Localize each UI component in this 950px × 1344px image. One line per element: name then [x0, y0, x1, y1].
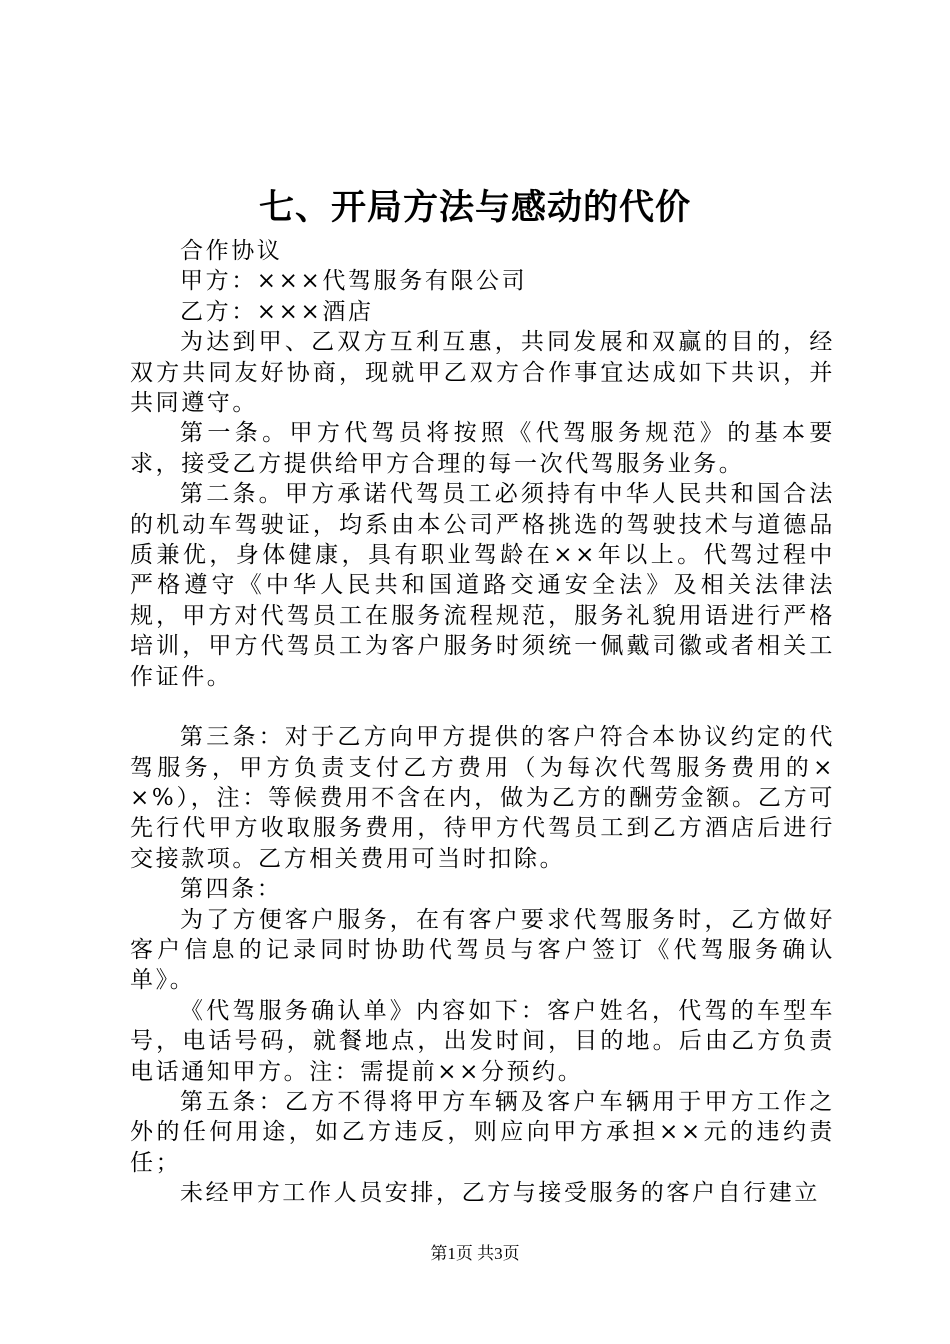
article-2-paragraph: 第二条。甲方承诺代驾员工必须持有中华人民共和国合法的机动车驾驶证，均系由本公司严格挑选的驾驶技术与道德品质兼优，身体健康，具有职业驾龄在××年以上。代驾过程中严格遵守《中华人民共和国道路交通安全法》及相关法律法规，甲方对代驾员工在服务流程规范，服务礼貌用语进行严格培训，甲方代驾员工为客户服务时须统一佩戴司徽或者相关工作证件。	[130, 481, 835, 690]
agreement-heading: 合作协议	[180, 238, 283, 264]
article-4-paragraph: 为了方便客户服务，在有客户要求代驾服务时，乙方做好客户信息的记录同时协助代驾员与客户签订《代驾服务确认单》。	[130, 906, 835, 994]
page-footer: 第1页 共3页	[430, 1244, 520, 1263]
party-b-line: 乙方：×××酒店	[180, 298, 374, 325]
article-3-paragraph: 第三条：对于乙方向甲方提供的客户符合本协议约定的代驾服务，甲方负责支付乙方费用（为每次代驾服务费用的××%），注：等候费用不含在内，做为乙方的酬劳金额。乙方可先行代甲方收取服务费用，待甲方代驾员工到乙方酒店后进行交接款项。乙方相关费用可当时扣除。	[130, 724, 835, 872]
document-body	[130, 236, 835, 1209]
confirmation-form-paragraph: 《代驾服务确认单》内容如下：客户姓名，代驾的车型车号，电话号码，就餐地点，出发时间，目的地。后由乙方负责电话通知甲方。注：需提前××分预约。	[130, 997, 835, 1085]
article-1-paragraph: 第一条。甲方代驾员将按照《代驾服务规范》的基本要求，接受乙方提供给甲方合理的每一次代驾服务业务。	[130, 420, 835, 477]
continuation-paragraph: 未经甲方工作人员安排，乙方与接受服务的客户自行建立	[180, 1180, 820, 1207]
article-4-heading: 第四条：	[180, 876, 283, 903]
article-5-paragraph: 第五条：乙方不得将甲方车辆及客户车辆用于甲方工作之外的任何用途，如乙方违反，则应向甲方承担××元的违约责任；	[130, 1088, 835, 1176]
document-title: 七、开局方法与感动的代价	[258, 188, 691, 228]
party-a-line: 甲方：×××代驾服务有限公司	[180, 268, 528, 295]
preamble-paragraph: 为达到甲、乙双方互利互惠，共同发展和双赢的目的，经双方共同友好协商，现就甲乙双方合作事宜达成如下共识，并共同遵守。	[130, 329, 835, 417]
